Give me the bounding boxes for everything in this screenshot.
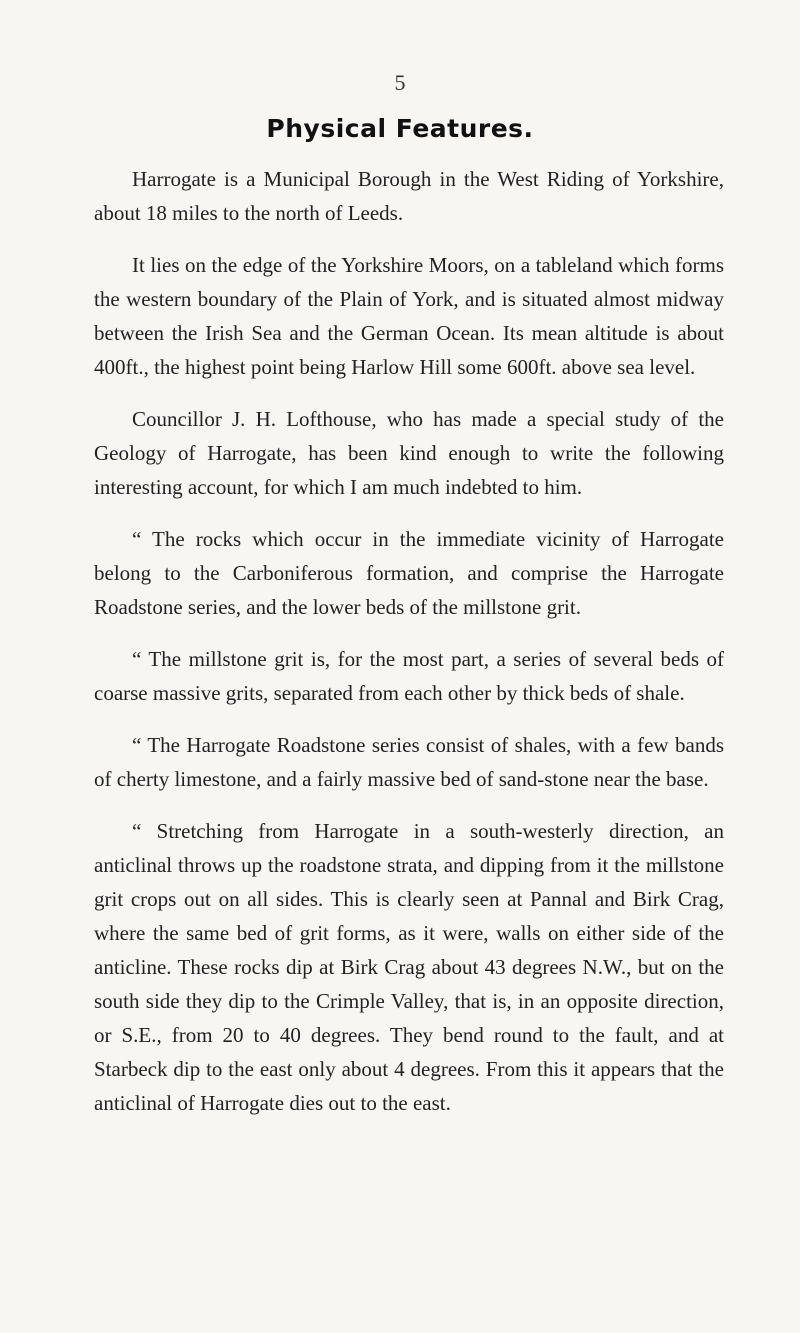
paragraph-anticlinal: “ Stretching from Harrogate in a south-westerly direction, an anticlinal throws up the roadstone strata, and dipping from it the millstone grit crops out on all sides. This is clearly seen at Pannal and Birk Crag, where the same bed of grit forms, as it were, walls on either side of the anticline. These rocks dip at Birk Crag about 43 degrees N.W., but on the south side they dip to the Crimple Valley, that is, in an opposite direction, or S.E., from 20 to 40 degrees. They bend round to the fault, and at Starbeck dip to the east only about 4 degrees. From this it appears that the anticlinal of Harrogate dies out to the east.: [94, 819, 724, 1115]
paragraph-rocks: “ The rocks which occur in the immediate vicinity of Harrogate belong to the Carboniferous formation, and comprise the Harrogate Roadstone series, and the lower beds of the millstone grit.: [94, 527, 724, 619]
paragraph-location: It lies on the edge of the Yorkshire Moors, on a tableland which forms the western boundary of the Plain of York, and is situated almost midway between the Irish Sea and the German Ocean. Its mean altitude is about 400ft., the highest point being Harlow Hill some 600ft. above sea level.: [94, 253, 724, 379]
paragraph-millstone-grit: “ The millstone grit is, for the most part, a series of several beds of coarse massive grits, separated from each other by thick beds of shale.: [94, 647, 724, 705]
paragraph-acknowledgement: Councillor J. H. Lofthouse, who has made a special study of the Geology of Harrogate, has been kind enough to write the following interesting account, for which I am much indebted to him.: [94, 407, 724, 499]
paragraph-intro: Harrogate is a Municipal Borough in the West Riding of Yorkshire, about 18 miles to the north of Leeds.: [94, 167, 724, 225]
body-text: [94, 162, 724, 1138]
page-number: 5: [394, 70, 406, 95]
paragraph-roadstone-series: “ The Harrogate Roadstone series consist of shales, with a few bands of cherty limestone, and a fairly massive bed of sand-stone near the base.: [94, 733, 724, 791]
page-title: Physical Features.: [266, 114, 534, 143]
